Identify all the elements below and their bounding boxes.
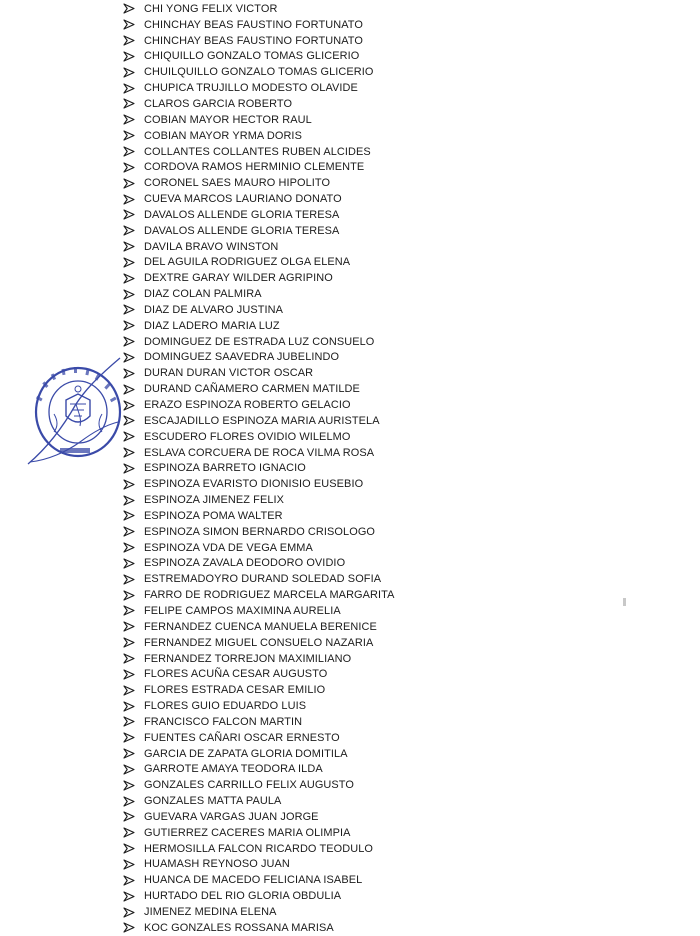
arrowhead-bullet-icon [123,875,135,886]
arrowhead-bullet-icon [123,19,135,30]
list-item [123,1,405,17]
list-item [123,17,405,33]
arrowhead-bullet-icon [123,495,135,506]
list-item [123,445,405,461]
list-item [123,603,405,619]
arrowhead-bullet-icon [123,685,135,696]
arrowhead-bullet-icon [123,257,135,268]
arrowhead-bullet-icon [123,162,135,173]
list-item [123,49,405,65]
list-item [123,872,405,888]
list-item [123,191,405,207]
arrowhead-bullet-icon [123,273,135,284]
person-name: DIAZ LADERO MARIA LUZ [144,319,280,332]
person-name: ESPINOZA VDA DE VEGA EMMA [144,541,313,554]
arrowhead-bullet-icon [123,98,135,109]
person-name: ESPINOZA EVARISTO DIONISIO EUSEBIO [144,478,364,491]
person-name: ESPINOZA JIMENEZ FELIX [144,494,285,507]
person-name: FERNANDEZ MIGUEL CONSUELO NAZARIA [144,636,374,649]
person-name: COBIAN MAYOR YRMA DORIS [144,129,302,142]
person-name: ESTREMADOYRO DURAND SOLEDAD SOFIA [144,573,382,586]
arrowhead-bullet-icon [123,510,135,521]
list-item [123,777,405,793]
person-name: FLORES GUIO EDUARDO LUIS [144,700,307,713]
arrowhead-bullet-icon [123,764,135,775]
arrowhead-bullet-icon [123,716,135,727]
person-name: FUENTES CAÑARI OSCAR ERNESTO [144,731,340,744]
person-name: GARCIA DE ZAPATA GLORIA DOMITILA [144,747,348,760]
list-item [123,397,405,413]
person-name: GUEVARA VARGAS JUAN JORGE [144,810,319,823]
person-name: CHINCHAY BEAS FAUSTINO FORTUNATO [144,34,363,47]
person-name: FRANCISCO FALCON MARTIN [144,715,303,728]
list-item [123,255,405,271]
name-list [123,1,405,936]
person-name: FELIPE CAMPOS MAXIMINA AURELIA [144,604,341,617]
arrowhead-bullet-icon [123,289,135,300]
list-item [123,223,405,239]
list-item [123,825,405,841]
person-name: HUAMASH REYNOSO JUAN [144,858,290,871]
arrowhead-bullet-icon [123,178,135,189]
arrowhead-bullet-icon [123,67,135,78]
list-item [123,666,405,682]
list-item [123,460,405,476]
arrowhead-bullet-icon [123,3,135,14]
arrowhead-bullet-icon [123,891,135,902]
arrowhead-bullet-icon [123,637,135,648]
person-name: CORONEL SAES MAURO HIPOLITO [144,177,331,190]
list-item [123,429,405,445]
person-name: DAVILA BRAVO WINSTON [144,240,279,253]
person-name: FERNANDEZ TORREJON MAXIMILIANO [144,652,352,665]
list-item [123,33,405,49]
list-item [123,746,405,762]
arrowhead-bullet-icon [123,130,135,141]
arrowhead-bullet-icon [123,304,135,315]
arrowhead-bullet-icon [123,542,135,553]
list-item [123,809,405,825]
arrowhead-bullet-icon [123,558,135,569]
person-name: ESPINOZA ZAVALA DEODORO OVIDIO [144,557,346,570]
arrowhead-bullet-icon [123,526,135,537]
list-item [123,556,405,572]
arrowhead-bullet-icon [123,907,135,918]
scan-speck [623,598,626,606]
person-name: ERAZO ESPINOZA ROBERTO GELACIO [144,399,351,412]
list-item [123,857,405,873]
list-item [123,698,405,714]
list-item [123,207,405,223]
person-name: CUEVA MARCOS LAURIANO DONATO [144,193,342,206]
person-name: DEXTRE GARAY WILDER AGRIPINO [144,272,333,285]
arrowhead-bullet-icon [123,320,135,331]
person-name: CHUPICA TRUJILLO MODESTO OLAVIDE [144,82,358,95]
list-item [123,920,405,936]
list-item [123,381,405,397]
list-item [123,571,405,587]
arrowhead-bullet-icon [123,209,135,220]
arrowhead-bullet-icon [123,590,135,601]
person-name: CHI YONG FELIX VICTOR [144,2,278,15]
list-item [123,350,405,366]
arrowhead-bullet-icon [123,146,135,157]
list-item [123,365,405,381]
arrowhead-bullet-icon [123,653,135,664]
person-name: GONZALES MATTA PAULA [144,795,282,808]
person-name: FLORES ACUÑA CESAR AUGUSTO [144,668,328,681]
arrowhead-bullet-icon [123,859,135,870]
list-item [123,730,405,746]
person-name: GARROTE AMAYA TEODORA ILDA [144,763,323,776]
list-item [123,64,405,80]
list-item [123,334,405,350]
list-item [123,492,405,508]
arrowhead-bullet-icon [123,225,135,236]
list-item [123,128,405,144]
person-name: JIMENEZ MEDINA ELENA [144,906,277,919]
arrowhead-bullet-icon [123,479,135,490]
arrowhead-bullet-icon [123,669,135,680]
person-name: ESCUDERO FLORES OVIDIO WILELMO [144,430,351,443]
list-item [123,175,405,191]
person-name: ESPINOZA BARRETO IGNACIO [144,462,306,475]
arrowhead-bullet-icon [123,922,135,933]
list-item [123,476,405,492]
list-item [123,413,405,429]
arrowhead-bullet-icon [123,732,135,743]
person-name: KOC GONZALES ROSSANA MARISA [144,921,334,934]
list-item [123,762,405,778]
person-name: DOMINGUEZ SAAVEDRA JUBELINDO [144,351,340,364]
arrowhead-bullet-icon [123,83,135,94]
person-name: DEL AGUILA RODRIGUEZ OLGA ELENA [144,256,351,269]
arrowhead-bullet-icon [123,827,135,838]
person-name: GUTIERREZ CACERES MARIA OLIMPIA [144,826,351,839]
person-name: CHIQUILLO GONZALO TOMAS GLICERIO [144,50,360,63]
list-item [123,112,405,128]
person-name: ESPINOZA SIMON BERNARDO CRISOLOGO [144,525,376,538]
person-name: HURTADO DEL RIO GLORIA OBDULIA [144,890,342,903]
list-item [123,682,405,698]
list-item [123,144,405,160]
list-item [123,318,405,334]
list-item [123,714,405,730]
person-name: CHINCHAY BEAS FAUSTINO FORTUNATO [144,18,363,31]
list-item [123,239,405,255]
list-item [123,651,405,667]
arrowhead-bullet-icon [123,194,135,205]
list-item [123,793,405,809]
list-item [123,619,405,635]
person-name: GONZALES CARRILLO FELIX AUGUSTO [144,779,354,792]
person-name: FARRO DE RODRIGUEZ MARCELA MARGARITA [144,589,395,602]
person-name: ESPINOZA POMA WALTER [144,509,283,522]
list-item [123,96,405,112]
person-name: FLORES ESTRADA CESAR EMILIO [144,684,326,697]
person-name: FERNANDEZ CUENCA MANUELA BERENICE [144,620,377,633]
arrowhead-bullet-icon [123,336,135,347]
list-item [123,540,405,556]
arrowhead-bullet-icon [123,701,135,712]
list-item [123,159,405,175]
person-name: DURAN DURAN VICTOR OSCAR [144,367,314,380]
list-item [123,888,405,904]
person-name: COLLANTES COLLANTES RUBEN ALCIDES [144,145,371,158]
arrowhead-bullet-icon [123,811,135,822]
person-name: DURAND CAÑAMERO CARMEN MATILDE [144,383,360,396]
person-name: DOMINGUEZ DE ESTRADA LUZ CONSUELO [144,335,375,348]
list-item [123,286,405,302]
person-name: HERMOSILLA FALCON RICARDO TEODULO [144,842,374,855]
list-item [123,302,405,318]
person-name: CORDOVA RAMOS HERMINIO CLEMENTE [144,161,365,174]
list-item [123,524,405,540]
arrowhead-bullet-icon [123,796,135,807]
person-name: COBIAN MAYOR HECTOR RAUL [144,113,312,126]
arrowhead-bullet-icon [123,51,135,62]
arrowhead-bullet-icon [123,780,135,791]
list-item [123,904,405,920]
list-item [123,270,405,286]
arrowhead-bullet-icon [123,605,135,616]
list-item [123,587,405,603]
person-name: ESCAJADILLO ESPINOZA MARIA AURISTELA [144,414,380,427]
arrowhead-bullet-icon [123,114,135,125]
arrowhead-bullet-icon [123,241,135,252]
person-name: CLAROS GARCIA ROBERTO [144,97,293,110]
person-name: ESLAVA CORCUERA DE ROCA VILMA ROSA [144,446,375,459]
person-name: DIAZ COLAN PALMIRA [144,288,262,301]
official-seal-stamp [18,352,128,470]
person-name: DIAZ DE ALVARO JUSTINA [144,303,284,316]
arrowhead-bullet-icon [123,621,135,632]
list-item [123,841,405,857]
person-name: CHUILQUILLO GONZALO TOMAS GLICERIO [144,66,374,79]
list-item [123,80,405,96]
arrowhead-bullet-icon [123,35,135,46]
arrowhead-bullet-icon [123,843,135,854]
list-item [123,508,405,524]
person-name: DAVALOS ALLENDE GLORIA TERESA [144,208,340,221]
list-item [123,635,405,651]
person-name: HUANCA DE MACEDO FELICIANA ISABEL [144,874,363,887]
arrowhead-bullet-icon [123,748,135,759]
person-name: DAVALOS ALLENDE GLORIA TERESA [144,224,340,237]
arrowhead-bullet-icon [123,574,135,585]
